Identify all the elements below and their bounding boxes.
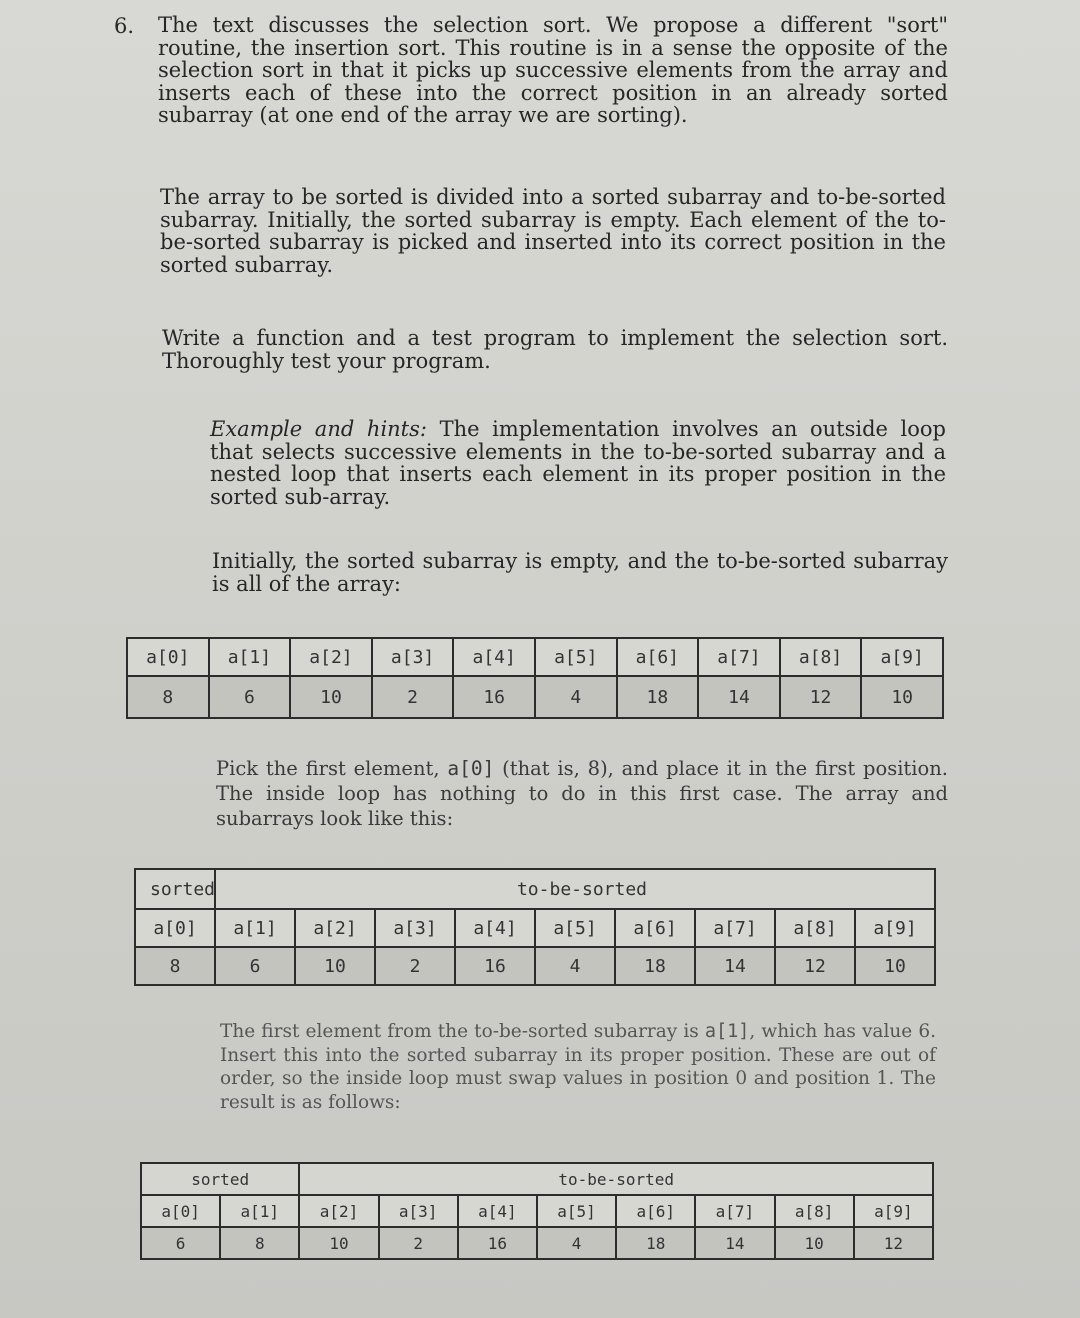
value-cell: 8 — [127, 676, 209, 718]
index-cell: a[9] — [855, 909, 935, 947]
index-cell: a[1] — [209, 638, 291, 676]
value-cell: 14 — [698, 676, 780, 718]
index-row — [141, 1195, 933, 1227]
index-cell: a[6] — [616, 1195, 695, 1227]
index-cell: a[7] — [698, 638, 780, 676]
index-cell: a[5] — [537, 1195, 616, 1227]
index-cell: a[8] — [775, 1195, 854, 1227]
value-cell: 16 — [455, 947, 535, 985]
value-cell: 14 — [695, 947, 775, 985]
value-cell: 18 — [617, 676, 699, 718]
text-run: Pick the first element, — [216, 757, 448, 780]
index-cell: a[8] — [775, 909, 855, 947]
text-run: (that is, 8), and place it in the first position. The inside loop has nothing to do in this first case. The array and subarrays look like this: — [216, 757, 949, 830]
value-cell: 18 — [616, 1227, 695, 1259]
index-cell: a[6] — [617, 638, 699, 676]
hints-lead: Example and hints: — [210, 417, 427, 441]
value-cell: 4 — [535, 947, 615, 985]
value-cell: 6 — [209, 676, 291, 718]
index-cell: a[2] — [295, 909, 375, 947]
value-cell: 10 — [295, 947, 375, 985]
index-cell: a[0] — [135, 909, 215, 947]
index-cell: a[5] — [535, 909, 615, 947]
value-cell: 16 — [453, 676, 535, 718]
index-cell: a[1] — [215, 909, 295, 947]
value-cell: 6 — [215, 947, 295, 985]
index-cell: a[4] — [455, 909, 535, 947]
value-cell: 8 — [220, 1227, 299, 1259]
index-cell: a[4] — [453, 638, 535, 676]
value-cell: 12 — [780, 676, 862, 718]
index-cell: a[2] — [299, 1195, 378, 1227]
value-row — [127, 676, 943, 718]
value-cell: 16 — [458, 1227, 537, 1259]
to-be-sorted-label: to-be-sorted — [215, 869, 935, 909]
subarray-label-row — [141, 1163, 933, 1195]
value-cell: 4 — [537, 1227, 616, 1259]
intro-paragraph: The text discusses the selection sort. We propose a different "sort" routine, the insertion sort. This routine is in a sense the opposite of the selection sort in that it picks up successive elements from the array and inserts each of these into the correct position in an already sorted subarray (at one end of the array we are sorting). — [158, 13, 948, 127]
index-row — [135, 909, 935, 947]
initial-state-paragraph: Initially, the sorted subarray is empty, and the to-be-sorted subarray is all of the array: — [212, 549, 948, 596]
task-paragraph: Write a function and a test program to implement the selection sort. Thoroughly test your program. — [162, 326, 948, 373]
index-cell: a[6] — [615, 909, 695, 947]
value-cell: 6 — [141, 1227, 220, 1259]
index-cell: a[2] — [290, 638, 372, 676]
value-cell: 2 — [379, 1227, 458, 1259]
hints-body: The implementation involves an outside loop that selects successive elements in the to-be-sorted subarray and a nested loop that inserts each element in its proper position in the sorted sub-array. — [210, 417, 947, 509]
subarray-label-row — [135, 869, 935, 909]
value-cell: 10 — [290, 676, 372, 718]
value-cell: 2 — [375, 947, 455, 985]
index-cell: a[5] — [535, 638, 617, 676]
question-number: 6. — [114, 14, 135, 38]
to-be-sorted-label: to-be-sorted — [299, 1163, 933, 1195]
index-cell: a[3] — [375, 909, 455, 947]
index-cell: a[9] — [861, 638, 943, 676]
value-cell: 10 — [775, 1227, 854, 1259]
index-cell: a[7] — [695, 1195, 774, 1227]
value-row — [135, 947, 935, 985]
after-second-pick-table — [140, 1162, 934, 1260]
value-cell: 2 — [372, 676, 454, 718]
code-ref: a[1] — [704, 1021, 750, 1042]
hints-paragraph — [210, 418, 946, 508]
second-pick-paragraph — [220, 1020, 936, 1114]
after-first-pick-table — [134, 868, 936, 986]
index-cell: a[0] — [127, 638, 209, 676]
value-cell: 8 — [135, 947, 215, 985]
index-cell: a[4] — [458, 1195, 537, 1227]
value-cell: 12 — [854, 1227, 933, 1259]
value-cell: 4 — [535, 676, 617, 718]
index-cell: a[3] — [372, 638, 454, 676]
value-row — [141, 1227, 933, 1259]
value-cell: 12 — [775, 947, 855, 985]
code-ref: a[0] — [447, 757, 495, 780]
sorted-label: sorted — [141, 1163, 299, 1195]
index-cell: a[1] — [220, 1195, 299, 1227]
value-cell: 10 — [299, 1227, 378, 1259]
index-cell: a[3] — [379, 1195, 458, 1227]
initial-array-table — [126, 637, 944, 719]
text-run: , which has value 6. Insert this into the sorted subarray in its proper position. These are out of order, so the inside loop must swap values in position 0 and position 1. The result is as follows: — [220, 1021, 936, 1113]
first-pick-paragraph — [216, 756, 948, 831]
subarray-paragraph: The array to be sorted is divided into a sorted subarray and to-be-sorted subarray. Initially, the sorted subarray is empty. Each element of the to-be-sorted subarray is picked and inserted into its correct position in the sorted subarray. — [160, 185, 946, 277]
sorted-label: sorted — [135, 869, 215, 909]
value-cell: 18 — [615, 947, 695, 985]
value-cell: 10 — [855, 947, 935, 985]
index-cell: a[9] — [854, 1195, 933, 1227]
index-cell: a[0] — [141, 1195, 220, 1227]
value-cell: 14 — [695, 1227, 774, 1259]
index-row — [127, 638, 943, 676]
value-cell: 10 — [861, 676, 943, 718]
text-run: The first element from the to-be-sorted subarray is — [220, 1021, 705, 1042]
index-cell: a[8] — [780, 638, 862, 676]
index-cell: a[7] — [695, 909, 775, 947]
